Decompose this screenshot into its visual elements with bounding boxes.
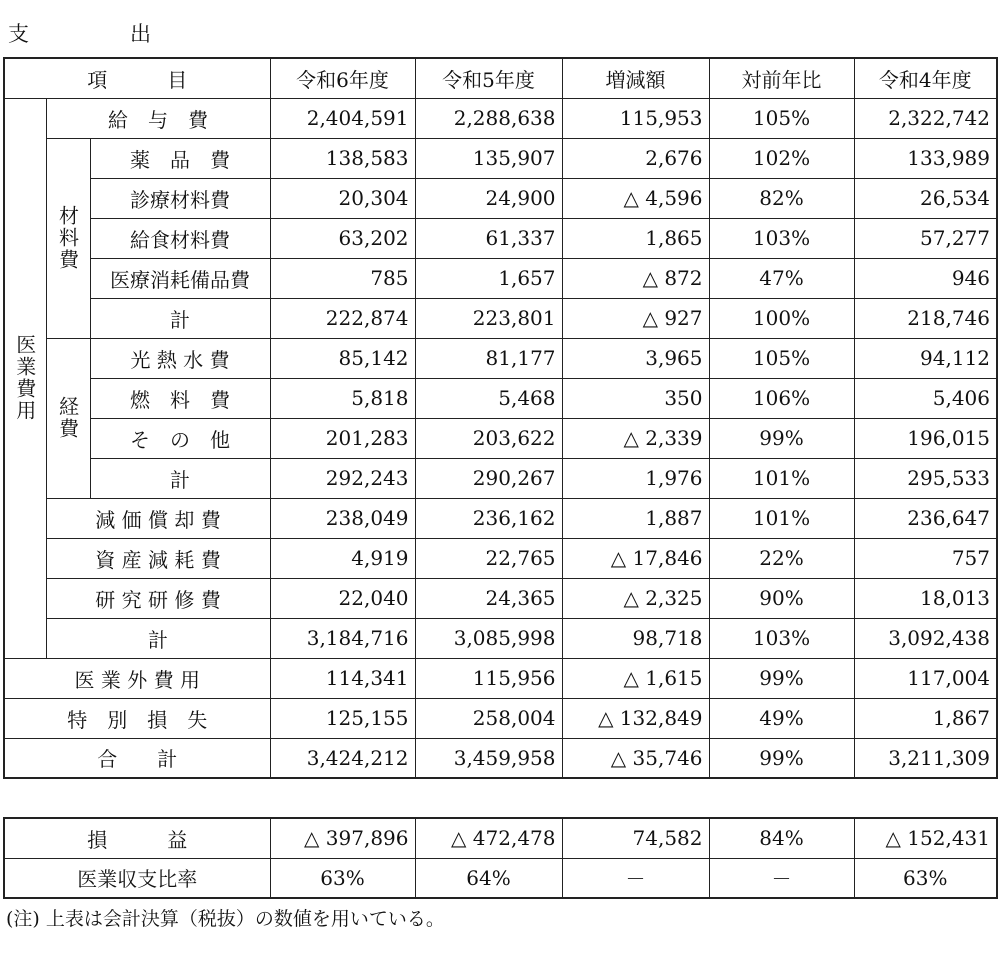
table-row — [4, 258, 997, 298]
table-row — [4, 698, 997, 738]
cell-ratio: 99% — [709, 658, 854, 698]
table-row — [4, 218, 997, 258]
cell-r4: 946 — [854, 258, 997, 298]
cell-ratio: 90% — [709, 578, 854, 618]
cell-ratio: 22% — [709, 538, 854, 578]
cell-r6: △ 397,896 — [270, 818, 415, 858]
cell-r4: 3,211,309 — [854, 738, 997, 778]
cell-diff: △ 2,339 — [562, 418, 709, 458]
row-label: 研 究 研 修 費 — [46, 578, 270, 618]
row-label: 減 価 償 却 費 — [46, 498, 270, 538]
cell-ratio: 106% — [709, 378, 854, 418]
cell-r6: 4,919 — [270, 538, 415, 578]
cell-r4: 57,277 — [854, 218, 997, 258]
cell-r4: 1,867 — [854, 698, 997, 738]
cell-r5: 24,365 — [415, 578, 562, 618]
cell-r4: 5,406 — [854, 378, 997, 418]
cell-ratio: 99% — [709, 738, 854, 778]
row-label: 合 計 — [4, 738, 270, 778]
cell-diff: － — [562, 858, 709, 898]
cell-r5: 115,956 — [415, 658, 562, 698]
cell-r6: 785 — [270, 258, 415, 298]
cell-diff: △ 132,849 — [562, 698, 709, 738]
row-label: 薬 品 費 — [90, 138, 270, 178]
table-row — [4, 738, 997, 778]
cell-r6: 85,142 — [270, 338, 415, 378]
cell-r6: 5,818 — [270, 378, 415, 418]
cell-r6: 292,243 — [270, 458, 415, 498]
footnote: (注) 上表は会計決算（税抜）の数値を用いている。 — [6, 908, 445, 930]
cell-diff: 74,582 — [562, 818, 709, 858]
cell-diff: 3,965 — [562, 338, 709, 378]
cell-r5: 64% — [415, 858, 562, 898]
cell-ratio: 100% — [709, 298, 854, 338]
cell-r5: 22,765 — [415, 538, 562, 578]
cell-diff: 350 — [562, 378, 709, 418]
cell-r6: 20,304 — [270, 178, 415, 218]
cell-r5: 81,177 — [415, 338, 562, 378]
cell-r5: 290,267 — [415, 458, 562, 498]
cell-r4: 133,989 — [854, 138, 997, 178]
header-diff: 増減額 — [562, 58, 709, 98]
cell-ratio: 99% — [709, 418, 854, 458]
header-r5: 令和5年度 — [415, 58, 562, 98]
header-r4: 令和4年度 — [854, 58, 997, 98]
cell-ratio: 103% — [709, 618, 854, 658]
cell-r4: 94,112 — [854, 338, 997, 378]
group-medical-expenses: 医業費用 — [4, 98, 46, 658]
cell-ratio: － — [709, 858, 854, 898]
header-r6: 令和6年度 — [270, 58, 415, 98]
table-row — [4, 178, 997, 218]
cell-r4: 2,322,742 — [854, 98, 997, 138]
cell-r6: 201,283 — [270, 418, 415, 458]
row-label: 計 — [90, 458, 270, 498]
cell-r4: 117,004 — [854, 658, 997, 698]
cell-r5: 236,162 — [415, 498, 562, 538]
cell-diff: 1,865 — [562, 218, 709, 258]
cell-r6: 3,184,716 — [270, 618, 415, 658]
cell-r6: 3,424,212 — [270, 738, 415, 778]
cell-r5: △ 472,478 — [415, 818, 562, 858]
cell-diff: 1,887 — [562, 498, 709, 538]
group-materials: 材料費 — [46, 138, 90, 338]
cell-ratio: 84% — [709, 818, 854, 858]
table-row — [4, 138, 997, 178]
cell-ratio: 47% — [709, 258, 854, 298]
cell-r4: 26,534 — [854, 178, 997, 218]
table-row — [4, 538, 997, 578]
cell-ratio: 49% — [709, 698, 854, 738]
cell-diff: △ 1,615 — [562, 658, 709, 698]
table-row — [4, 858, 997, 898]
cell-r4: △ 152,431 — [854, 818, 997, 858]
row-label: 燃 料 費 — [90, 378, 270, 418]
table-row — [4, 498, 997, 538]
cell-diff: △ 2,325 — [562, 578, 709, 618]
cell-diff: 1,976 — [562, 458, 709, 498]
cell-r4: 18,013 — [854, 578, 997, 618]
cell-r4: 218,746 — [854, 298, 997, 338]
table-row — [4, 338, 997, 378]
cell-r5: 3,459,958 — [415, 738, 562, 778]
row-label: 給食材料費 — [90, 218, 270, 258]
table-row — [4, 298, 997, 338]
expenditure-table — [3, 57, 998, 779]
row-label: 計 — [90, 298, 270, 338]
cell-ratio: 105% — [709, 98, 854, 138]
cell-r4: 3,092,438 — [854, 618, 997, 658]
table-row — [4, 818, 997, 858]
cell-r6: 138,583 — [270, 138, 415, 178]
cell-ratio: 101% — [709, 498, 854, 538]
cell-diff: 115,953 — [562, 98, 709, 138]
page-title: 支 出 — [8, 22, 191, 46]
cell-r5: 203,622 — [415, 418, 562, 458]
cell-r4: 196,015 — [854, 418, 997, 458]
cell-ratio: 101% — [709, 458, 854, 498]
cell-ratio: 102% — [709, 138, 854, 178]
cell-diff: △ 35,746 — [562, 738, 709, 778]
row-label: 資 産 減 耗 費 — [46, 538, 270, 578]
cell-ratio: 105% — [709, 338, 854, 378]
cell-diff: △ 17,846 — [562, 538, 709, 578]
group-expenses: 経費 — [46, 338, 90, 498]
cell-r6: 22,040 — [270, 578, 415, 618]
cell-r6: 222,874 — [270, 298, 415, 338]
cell-r5: 5,468 — [415, 378, 562, 418]
table-row — [4, 378, 997, 418]
cell-r4: 236,647 — [854, 498, 997, 538]
cell-r5: 258,004 — [415, 698, 562, 738]
header-item: 項 目 — [4, 58, 270, 98]
cell-r5: 61,337 — [415, 218, 562, 258]
table-row — [4, 658, 997, 698]
cell-r5: 223,801 — [415, 298, 562, 338]
table-row — [4, 418, 997, 458]
table-row — [4, 458, 997, 498]
row-label: 診療材料費 — [90, 178, 270, 218]
cell-r4: 295,533 — [854, 458, 997, 498]
header-row — [4, 58, 997, 98]
cell-r6: 63% — [270, 858, 415, 898]
cell-r5: 24,900 — [415, 178, 562, 218]
cell-r5: 1,657 — [415, 258, 562, 298]
cell-ratio: 103% — [709, 218, 854, 258]
cell-diff: △ 927 — [562, 298, 709, 338]
row-label: 給 与 費 — [46, 98, 270, 138]
cell-r6: 63,202 — [270, 218, 415, 258]
row-label: 損 益 — [4, 818, 270, 858]
cell-r6: 114,341 — [270, 658, 415, 698]
summary-table — [3, 817, 998, 899]
cell-diff: △ 4,596 — [562, 178, 709, 218]
cell-r6: 2,404,591 — [270, 98, 415, 138]
cell-r5: 3,085,998 — [415, 618, 562, 658]
row-label: 特 別 損 失 — [4, 698, 270, 738]
header-ratio: 対前年比 — [709, 58, 854, 98]
row-label: そ の 他 — [90, 418, 270, 458]
cell-r4: 757 — [854, 538, 997, 578]
row-label: 医 業 外 費 用 — [4, 658, 270, 698]
row-label: 計 — [46, 618, 270, 658]
cell-r5: 135,907 — [415, 138, 562, 178]
cell-r4: 63% — [854, 858, 997, 898]
cell-ratio: 82% — [709, 178, 854, 218]
cell-diff: 98,718 — [562, 618, 709, 658]
table-row — [4, 98, 997, 138]
row-label: 医業収支比率 — [4, 858, 270, 898]
table-row — [4, 618, 997, 658]
table-row — [4, 578, 997, 618]
row-label: 医療消耗備品費 — [90, 258, 270, 298]
cell-r6: 238,049 — [270, 498, 415, 538]
row-label: 光 熱 水 費 — [90, 338, 270, 378]
cell-diff: △ 872 — [562, 258, 709, 298]
cell-r6: 125,155 — [270, 698, 415, 738]
cell-diff: 2,676 — [562, 138, 709, 178]
cell-r5: 2,288,638 — [415, 98, 562, 138]
